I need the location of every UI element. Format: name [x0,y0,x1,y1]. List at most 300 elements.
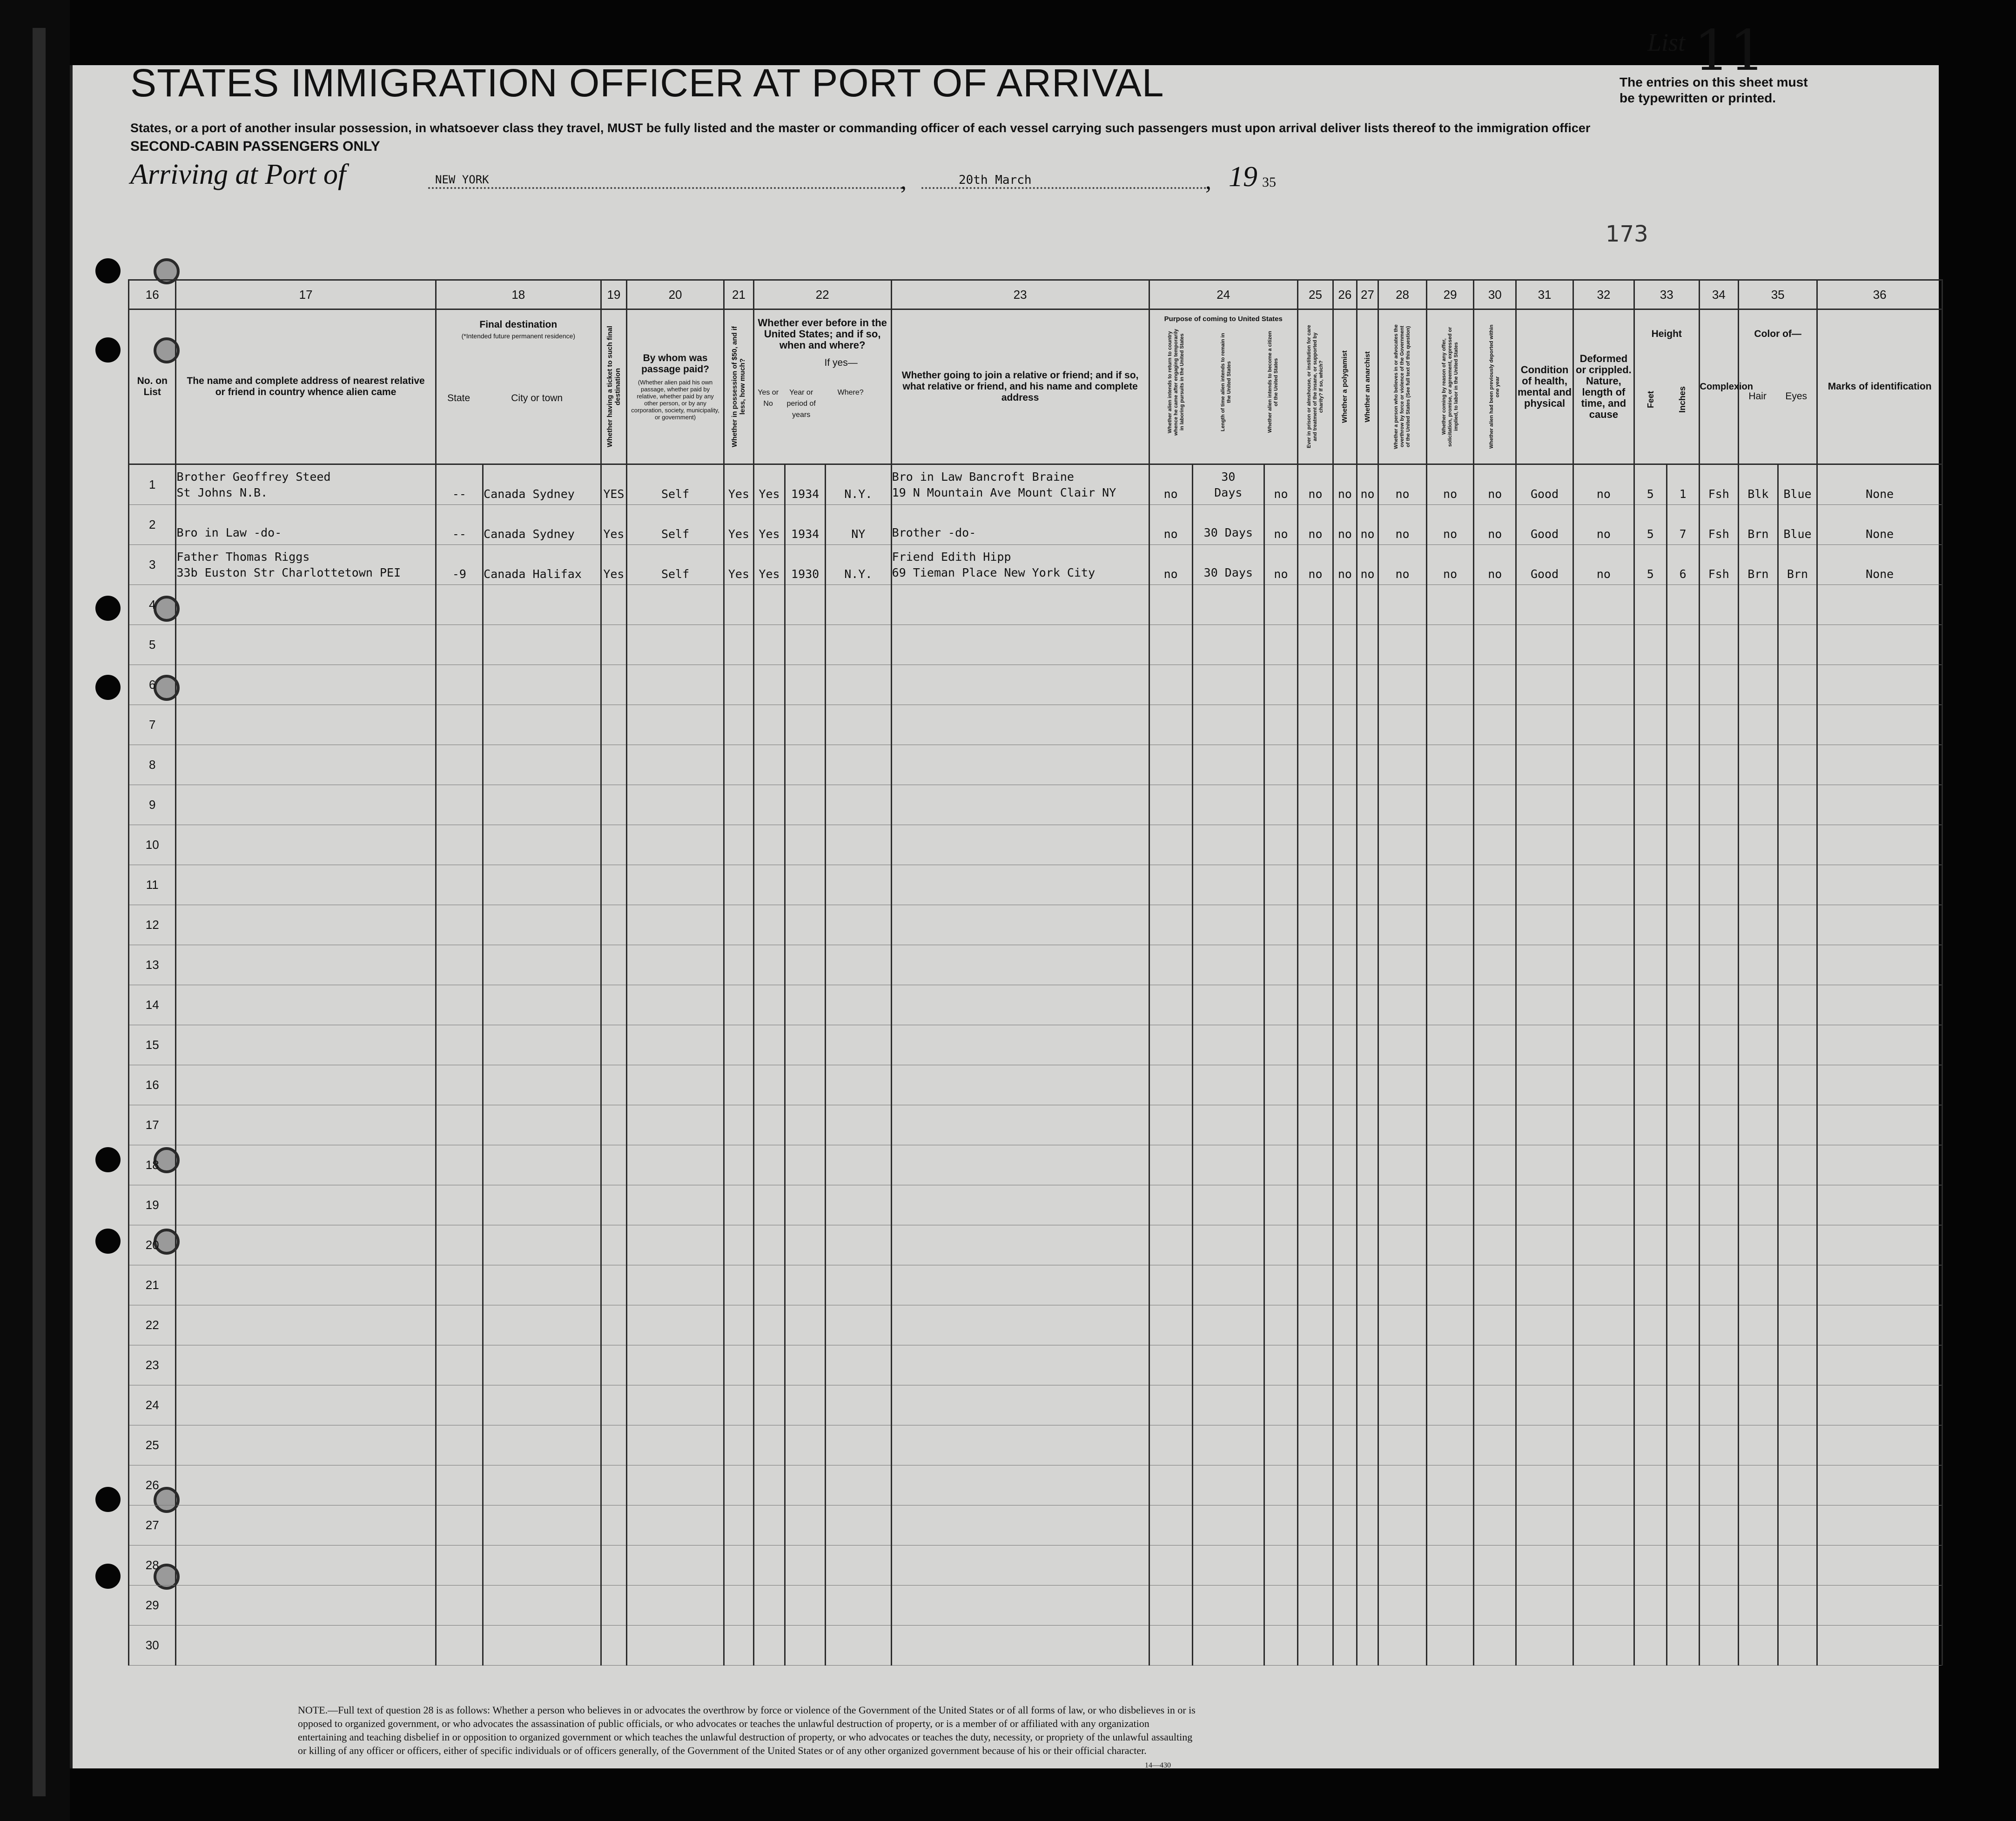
relative-cell-text: Bro in Law -do- [176,526,282,539]
q29-cell [1426,1545,1473,1586]
city-cell [483,785,601,825]
col-num: 36 [1817,280,1942,309]
col-num: 16 [129,280,176,309]
row-number: 10 [129,825,176,865]
table-row [129,585,1942,625]
relative-cell [176,1225,436,1265]
state-cell [436,1065,483,1105]
complexion-cell [1699,1305,1739,1345]
year-cell [785,1425,826,1465]
deformed-cell [1573,1185,1634,1225]
feet-cell: 5 [1634,545,1667,585]
relative-cell [176,705,436,745]
paid-by-cell [626,585,724,625]
hair-cell [1739,1626,1778,1666]
purpose-a-cell [1149,1025,1192,1065]
ticket-cell [601,1225,626,1265]
hair-cell [1739,1025,1778,1065]
relative-cell [176,464,436,505]
col-num: 20 [626,280,724,309]
where-cell [825,1305,891,1345]
relative-cell [176,1505,436,1545]
before-cell [753,1345,785,1385]
purpose-a-cell [1149,1545,1192,1586]
row-number: 29 [129,1586,176,1626]
year-cell [785,1105,826,1145]
ticket-cell [601,945,626,985]
row-number: 12 [129,905,176,945]
city-cell [483,1105,601,1145]
year-suffix: 35 [1262,175,1276,190]
prison-cell [1297,1185,1333,1225]
col-num: 21 [724,280,753,309]
eyes-cell [1778,1465,1817,1505]
row-number: 2 [129,505,176,545]
purpose-a-cell: no [1149,505,1192,545]
table-row [129,1465,1942,1505]
where-cell [825,585,891,625]
q30-cell [1474,665,1516,705]
city-cell [483,705,601,745]
where-cell [825,1225,891,1265]
inches-cell [1667,1385,1699,1425]
complexion-cell [1699,1505,1739,1545]
before-cell [753,1425,785,1465]
city-cell [483,1505,601,1545]
typewritten-note-line-1: The entries on this sheet must [1620,75,1808,89]
punch-hole-icon [95,258,121,283]
before-cell [753,1385,785,1425]
purpose-c-cell [1264,1385,1298,1425]
q28-cell [1378,1385,1427,1425]
deformed-cell [1573,1265,1634,1305]
typewritten-note-line-2: be typewritten or printed. [1620,91,1776,105]
feet-cell [1634,1385,1667,1425]
deformed-cell [1573,1305,1634,1345]
feet-cell [1634,825,1667,865]
relative-cell [176,985,436,1025]
marks-cell [1817,1265,1942,1305]
health-cell [1516,825,1573,865]
deformed-cell [1573,745,1634,785]
hair-cell [1739,1265,1778,1305]
comma: , [1205,168,1211,195]
paid-by-cell [626,1505,724,1545]
punch-hole-icon [95,675,121,700]
health-cell [1516,985,1573,1025]
inches-label: Inches [1677,386,1687,413]
year-cell [785,865,826,905]
purpose-c-cell: no [1264,505,1298,545]
ticket-cell [601,705,626,745]
state-cell [436,865,483,905]
ticket-cell [601,1545,626,1586]
year-cell [785,585,826,625]
col-num: 24 [1149,280,1297,309]
prison-label: Ever in prison or almshouse, or institution for care and treatment of the insane, or supported by charity? If so, which? [1306,325,1324,449]
list-label: List [1647,28,1686,56]
complexion-cell [1699,865,1739,905]
city-cell [483,1025,601,1065]
where-cell [825,1265,891,1305]
paid-by-cell [626,625,724,665]
purpose-c-cell [1264,1225,1298,1265]
q30-cell [1474,1385,1516,1425]
feet-cell [1634,1225,1667,1265]
health-cell [1516,1025,1573,1065]
health-cell [1516,1065,1573,1105]
anarchist-cell [1357,745,1378,785]
ticket-cell [601,865,626,905]
purpose-b-cell [1192,705,1264,745]
q28-cell [1378,1626,1427,1666]
inches-cell [1667,1265,1699,1305]
health-cell [1516,1145,1573,1185]
feet-cell [1634,665,1667,705]
polygamist-cell [1333,825,1357,865]
feet-cell [1634,585,1667,625]
city-header: City or town [511,393,563,403]
row-number: 18 [129,1145,176,1185]
prison-cell [1297,1225,1333,1265]
feet-label: Feet [1646,391,1655,409]
eyes-cell [1778,1145,1817,1185]
anarchist-cell [1357,705,1378,745]
purpose-subheads [1150,329,1297,436]
q30-cell [1474,905,1516,945]
paid-by-cell [626,825,724,865]
complexion-cell: Fsh [1699,545,1739,585]
inches-cell [1667,705,1699,745]
feet-cell [1634,745,1667,785]
q28-cell [1378,745,1427,785]
deformed-cell [1573,705,1634,745]
eyes-cell [1778,705,1817,745]
header-complexion: Complexion [1699,309,1739,464]
inches-cell [1667,905,1699,945]
prison-cell [1297,1345,1333,1385]
purpose-b-cell-text: 30 Days [1203,526,1253,539]
col-num: 34 [1699,280,1739,309]
purpose-a-cell [1149,1465,1192,1505]
purpose-a-cell [1149,705,1192,745]
complexion-cell [1699,1265,1739,1305]
where-cell [825,1385,891,1425]
purpose-c-cell [1264,1425,1298,1465]
where-cell [825,665,891,705]
inches-cell [1667,785,1699,825]
purpose-c-cell [1264,1025,1298,1065]
polygamist-label: Whether a polygamist [1341,350,1349,423]
possession-cell [724,1025,753,1065]
polygamist-cell: no [1333,545,1357,585]
q29-label: Whether coming by reason of any offer, solicitation, promise, or agreement, expressed or implied, to labor in the United States [1441,327,1459,447]
manifest-table [128,279,1943,1666]
before-cell [753,1025,785,1065]
ticket-cell [601,825,626,865]
anarchist-cell [1357,1465,1378,1505]
city-cell [483,985,601,1025]
header-q29 [1426,309,1473,464]
form-number: 14—430 [1145,1761,1171,1769]
health-cell [1516,1465,1573,1505]
purpose-a-cell [1149,1505,1192,1545]
paid-by-cell [626,1065,724,1105]
relative-cell [176,1385,436,1425]
where-cell [825,1505,891,1545]
possession-cell [724,1465,753,1505]
year-cell [785,1025,826,1065]
where-cell [825,785,891,825]
before-cell [753,705,785,745]
hair-cell [1739,1065,1778,1105]
paid-by-cell [626,1025,724,1065]
purpose-c-cell [1264,705,1298,745]
marks-cell: None [1817,545,1942,585]
joining-cell-text: Friend Edith Hipp [892,550,1011,564]
purpose-b-label: Length of time alien intends to remain in the United States [1220,333,1232,431]
where-cell [825,945,891,985]
anarchist-cell [1357,945,1378,985]
eyes-cell [1778,1025,1817,1065]
deformed-cell [1573,1065,1634,1105]
before-cell: Yes [753,545,785,585]
table-row [129,1586,1942,1626]
feet-cell [1634,1465,1667,1505]
state-cell [436,1345,483,1385]
where-cell [825,1545,891,1586]
anarchist-cell [1357,1626,1378,1666]
header-health: Condition of health, mental and physical [1516,309,1573,464]
eyes-cell: Brn [1778,545,1817,585]
q29-cell [1426,1105,1473,1145]
yes-no-header: Yes or No [758,389,779,408]
relative-cell [176,505,436,545]
where-cell: N.Y. [825,545,891,585]
health-cell [1516,625,1573,665]
deformed-cell [1573,1025,1634,1065]
city-cell [483,745,601,785]
joining-cell [891,1545,1149,1586]
hair-cell [1739,945,1778,985]
comma: , [900,168,907,195]
relative-cell [176,585,436,625]
deformed-cell: no [1573,545,1634,585]
q30-cell [1474,865,1516,905]
table-row [129,1145,1942,1185]
ticket-cell [601,1145,626,1185]
health-cell [1516,745,1573,785]
arriving-label: Arriving at Port of [130,159,346,190]
where-cell [825,1185,891,1225]
joining-cell [891,1465,1149,1505]
state-cell [436,985,483,1025]
year-cell [785,1185,826,1225]
state-cell [436,665,483,705]
state-cell: -- [436,464,483,505]
ticket-cell [601,905,626,945]
state-cell [436,1105,483,1145]
purpose-c-cell [1264,665,1298,705]
state-cell [436,705,483,745]
hair-cell [1739,585,1778,625]
eyes-cell [1778,985,1817,1025]
q28-cell [1378,825,1427,865]
state-cell: -- [436,505,483,545]
inches-cell [1667,1065,1699,1105]
anarchist-cell [1357,1305,1378,1345]
q29-cell [1426,1586,1473,1626]
feet-cell [1634,1025,1667,1065]
table-row [129,505,1942,545]
before-cell: Yes [753,505,785,545]
joining-cell [891,585,1149,625]
relative-cell [176,825,436,865]
year-cell: 1930 [785,545,826,585]
anarchist-cell [1357,1225,1378,1265]
city-cell [483,585,601,625]
complexion-cell [1699,825,1739,865]
city-cell [483,1265,601,1305]
paid-by-cell: Self [626,545,724,585]
q30-cell [1474,1345,1516,1385]
polygamist-cell [1333,745,1357,785]
table-row [129,1105,1942,1145]
before-cell [753,1185,785,1225]
before-subheads [754,387,891,421]
city-cell [483,1065,601,1105]
ticket-cell [601,665,626,705]
footnote: NOTE.—Full text of question 28 is as follows: Whether a person who believes in or advocates the overthrow by force or violence of the Government of the United States or of all forms of law, or who disbelieves in or is opposed to organized government, or who advocates the assassination of public officials, or who advocates or teaches the unlawful destruction of property, or is a member of or affiliated with any organization entertaining and teaching disbelief in or opposition to organized government or which teaches the unlawful destruction of property, or who advocates or teaches the duty, necessity, or propriety of the unlawful assaulting or killing of any officer or officers, either of specific individuals or of officers generally, of the Government of the United States or of any other organized government because of his or their official character. [298,1704,1196,1756]
list-number: 11 [1694,19,1765,83]
joining-cell [891,1505,1149,1545]
health-cell: Good [1516,545,1573,585]
purpose-c-cell [1264,1345,1298,1385]
possession-cell [724,1385,753,1425]
possession-cell [724,745,753,785]
deformed-cell [1573,1385,1634,1425]
prison-cell [1297,1465,1333,1505]
polygamist-cell: no [1333,464,1357,505]
purpose-b-cell-text: Days [1214,486,1243,499]
feet-cell [1634,985,1667,1025]
joining-cell [891,1265,1149,1305]
complexion-cell: Fsh [1699,464,1739,505]
marks-cell [1817,945,1942,985]
col-num: 23 [891,280,1149,309]
year-cell [785,1065,826,1105]
anarchist-cell [1357,865,1378,905]
table-row [129,1305,1942,1345]
polygamist-cell [1333,1505,1357,1545]
q30-cell [1474,1265,1516,1305]
polygamist-cell [1333,1025,1357,1065]
purpose-a-cell [1149,865,1192,905]
possession-cell [724,905,753,945]
ticket-cell [601,1305,626,1345]
hair-cell [1739,1345,1778,1385]
q30-cell: no [1474,505,1516,545]
paid-by-cell [626,745,724,785]
joining-cell [891,1586,1149,1626]
state-cell [436,1225,483,1265]
purpose-c-cell [1264,785,1298,825]
city-cell [483,665,601,705]
purpose-a-cell [1149,585,1192,625]
eyes-cell [1778,665,1817,705]
polygamist-cell [1333,585,1357,625]
purpose-c-cell [1264,1185,1298,1225]
polygamist-cell [1333,1345,1357,1385]
q30-cell [1474,705,1516,745]
complexion-cell [1699,985,1739,1025]
final-destination-subheads [437,393,600,404]
before-cell [753,1065,785,1105]
hair-cell: Brn [1739,545,1778,585]
city-cell [483,945,601,985]
hair-label: Hair [1748,391,1767,402]
where-cell [825,705,891,745]
relative-cell [176,745,436,785]
purpose-b-cell [1192,1385,1264,1425]
year-cell: 1934 [785,464,826,505]
eyes-cell [1778,1265,1817,1305]
table-row [129,1425,1942,1465]
paid-by-cell [626,1225,724,1265]
header-possession [724,309,753,464]
q29-cell [1426,825,1473,865]
table-row [129,1185,1942,1225]
marks-cell: None [1817,464,1942,505]
inches-cell [1667,1425,1699,1465]
where-cell [825,1345,891,1385]
deformed-cell [1573,585,1634,625]
table-row [129,1626,1942,1666]
eyes-cell [1778,1586,1817,1626]
ticket-cell [601,1065,626,1105]
joining-cell [891,1065,1149,1105]
hair-cell [1739,665,1778,705]
inches-cell [1667,1465,1699,1505]
year-cell [785,1586,826,1626]
polygamist-cell [1333,1626,1357,1666]
city-cell: Canada Halifax [483,545,601,585]
feet-cell: 5 [1634,464,1667,505]
q30-cell [1474,1145,1516,1185]
prison-cell [1297,905,1333,945]
ticket-cell [601,625,626,665]
if-yes-label: If yes— [824,357,858,368]
inches-cell [1667,1626,1699,1666]
eyes-cell [1778,585,1817,625]
before-cell [753,625,785,665]
prison-cell [1297,1145,1333,1185]
feet-cell: 5 [1634,505,1667,545]
marks-cell [1817,905,1942,945]
complexion-cell [1699,665,1739,705]
prison-cell [1297,1065,1333,1105]
ticket-cell: Yes [601,545,626,585]
marks-cell [1817,1025,1942,1065]
joining-cell [891,705,1149,745]
polygamist-cell [1333,1145,1357,1185]
prison-cell: no [1297,464,1333,505]
purpose-b-cell [1192,1545,1264,1586]
state-cell [436,1425,483,1465]
arrival-date: 20th March [959,173,1032,187]
state-cell [436,745,483,785]
ticket-label: Whether having a ticket to such final destination [605,326,622,448]
